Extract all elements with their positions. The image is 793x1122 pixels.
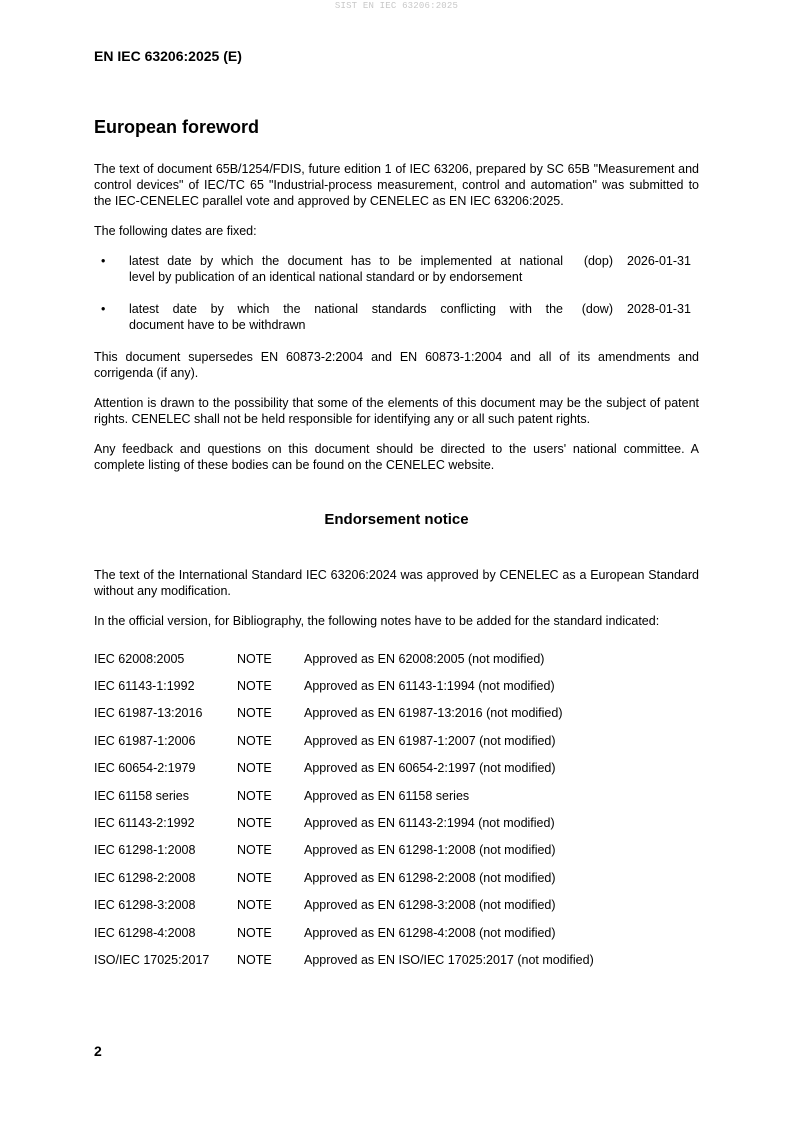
standard-reference: IEC 62008:2005 [94, 651, 185, 666]
bullet-icon: • [101, 302, 106, 316]
table-row [94, 645, 594, 672]
bibliography-notes-body [94, 645, 594, 974]
date-description [129, 253, 563, 285]
dates-list [94, 253, 699, 333]
standard-reference: IEC 60654-2:1979 [94, 761, 196, 776]
table-row [94, 755, 594, 782]
patent-paragraph: Attention is drawn to the possibility that some of the elements of this document may be the subject of patent rights. CENELEC shall not be held responsible for identifying any or all such patent rights. [94, 396, 699, 426]
table-row [94, 946, 594, 973]
date-item-dow [94, 301, 699, 333]
date-description-line: latest date by which the document has to be implemented at national [129, 254, 563, 268]
note-label: NOTE [237, 761, 272, 776]
date-code: (dop) [583, 254, 613, 268]
page-number: 2 [94, 1043, 102, 1059]
date-value: 2028-01-31 [627, 302, 691, 316]
table-row [94, 672, 594, 699]
dates-intro-paragraph: The following dates are fixed: [94, 224, 257, 238]
bibliography-notes-table [94, 645, 594, 974]
note-label: NOTE [237, 706, 272, 721]
note-label: NOTE [237, 925, 272, 940]
note-label: NOTE [237, 788, 272, 803]
note-text: Approved as EN 61987-1:2007 (not modified) [304, 733, 556, 748]
note-label: NOTE [237, 870, 272, 885]
standard-reference: IEC 61298-2:2008 [94, 870, 196, 885]
date-item-dop [94, 253, 699, 285]
note-text: Approved as EN 61987-13:2016 (not modified) [304, 706, 563, 721]
note-label: NOTE [237, 843, 272, 858]
feedback-paragraph: Any feedback and questions on this document should be directed to the users' national committee. A complete listing of these bodies can be found on the CENELEC website. [94, 442, 699, 472]
table-row [94, 700, 594, 727]
table-row [94, 809, 594, 836]
bullet-icon: • [101, 254, 106, 268]
page-content [94, 116, 699, 974]
watermark: SIST EN IEC 63206:2025 [334, 1, 459, 11]
note-text: Approved as EN 60654-2:1997 (not modified) [304, 761, 556, 776]
note-label: NOTE [237, 679, 272, 694]
date-description-line: level by publication of an identical national standard or by endorsement [129, 270, 523, 284]
standard-reference: IEC 61143-2:1992 [94, 816, 195, 831]
endorsement-title: Endorsement notice [324, 511, 469, 528]
bibliography-intro-paragraph: In the official version, for Bibliography, the following notes have to be added for the standard indicated: [94, 614, 660, 628]
date-description [129, 301, 563, 333]
table-row [94, 782, 594, 809]
table-row [94, 837, 594, 864]
standard-reference: IEC 61298-1:2008 [94, 843, 196, 858]
standard-reference: IEC 61298-4:2008 [94, 925, 196, 940]
table-row [94, 864, 594, 891]
note-text: Approved as EN 61158 series [304, 788, 470, 803]
note-text: Approved as EN ISO/IEC 17025:2017 (not modified) [304, 952, 594, 967]
date-description-line: document have to be withdrawn [129, 318, 306, 332]
note-label: NOTE [237, 816, 272, 831]
table-row [94, 919, 594, 946]
foreword-intro-paragraph: The text of document 65B/1254/FDIS, future edition 1 of IEC 63206, prepared by SC 65B "Measurement and control devices" of IEC/TC 65 "Industrial-process measurement, control and automation" was submitted to the IEC-CENELEC parallel vote and approved by CENELEC as EN IEC 63206:2025. [94, 162, 699, 208]
standard-reference: ISO/IEC 17025:2017 [94, 952, 210, 967]
table-row [94, 727, 594, 754]
note-text: Approved as EN 61298-3:2008 (not modified) [304, 898, 556, 913]
standard-reference: IEC 61987-1:2006 [94, 733, 196, 748]
note-text: Approved as EN 61143-1:1994 (not modified) [304, 679, 555, 694]
note-text: Approved as EN 61143-2:1994 (not modified) [304, 816, 555, 831]
note-label: NOTE [237, 733, 272, 748]
standard-reference: IEC 61298-3:2008 [94, 898, 196, 913]
note-text: Approved as EN 62008:2005 (not modified) [304, 651, 545, 666]
note-text: Approved as EN 61298-2:2008 (not modified) [304, 870, 556, 885]
supersedes-paragraph: This document supersedes EN 60873-2:2004 and EN 60873-1:2004 and all of its amendments and corrigenda (if any). [94, 350, 699, 380]
standard-reference: IEC 61143-1:1992 [94, 679, 195, 694]
endorsement-intro-paragraph: The text of the International Standard IEC 63206:2024 was approved by CENELEC as a European Standard without any modification. [94, 568, 699, 598]
date-code: (dow) [581, 302, 613, 316]
table-row [94, 892, 594, 919]
foreword-title: European foreword [94, 117, 260, 137]
standard-reference: IEC 61158 series [94, 788, 189, 803]
note-label: NOTE [237, 952, 272, 967]
note-label: NOTE [237, 651, 272, 666]
document-id-header: EN IEC 63206:2025 (E) [94, 48, 242, 64]
note-text: Approved as EN 61298-1:2008 (not modified) [304, 843, 556, 858]
date-value: 2026-01-31 [627, 254, 691, 268]
note-label: NOTE [237, 898, 272, 913]
standard-reference: IEC 61987-13:2016 [94, 706, 203, 721]
note-text: Approved as EN 61298-4:2008 (not modified) [304, 925, 556, 940]
date-description-line: latest date by which the national standards conflicting with the [129, 302, 563, 316]
